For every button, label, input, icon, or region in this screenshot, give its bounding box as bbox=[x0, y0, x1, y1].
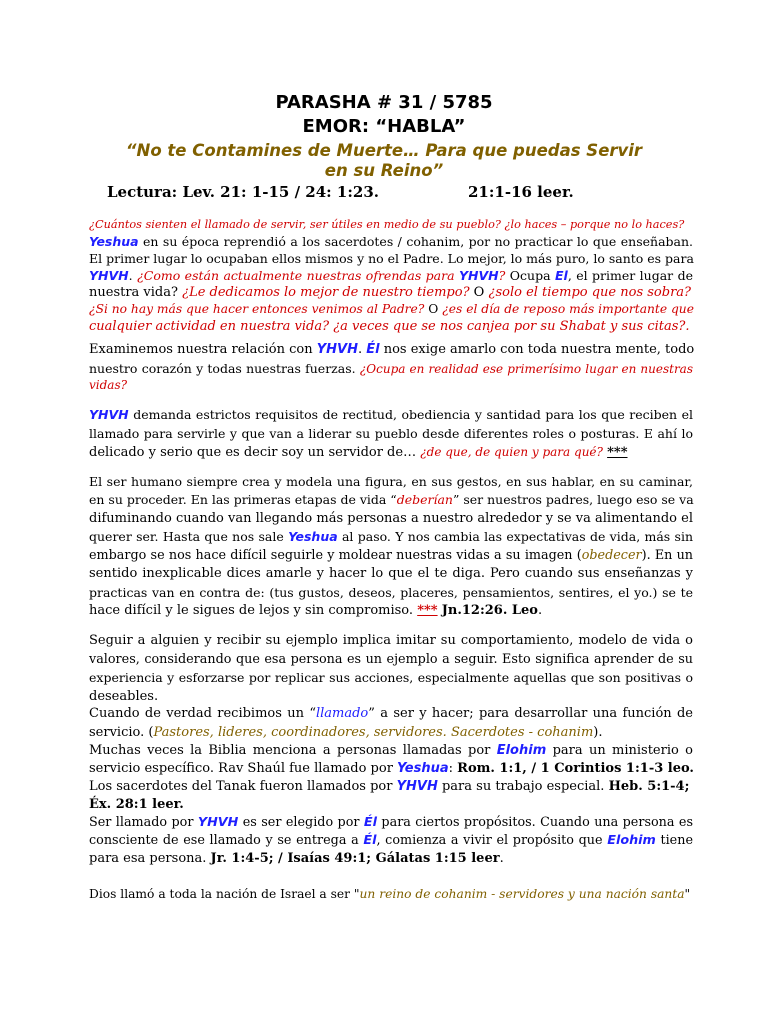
question-line: cualquier actividad en nuestra vida? ¿a veces que se nos canjea por su Shabat y sus citas?. bbox=[89, 319, 690, 334]
question-line: ¿Cuántos sienten el llamado de servir, ser útiles en medio de su pueblo? ¿lo haces – porque no lo haces? bbox=[89, 218, 685, 231]
name-yhvh: YHVH bbox=[316, 342, 358, 357]
body-line: Seguir a alguien y recibir su ejemplo implica imitar su comportamiento, modelo de vida o bbox=[89, 633, 693, 648]
name-yhvh: YHVH bbox=[89, 407, 129, 422]
body-line: YHVH. ¿Como están actualmente nuestras ofrendas para YHVH? Ocupa El, el primer lugar de bbox=[89, 268, 693, 283]
body-line: El primer lugar lo ocupaban ellos mismos y no el Padre. Lo mejor, lo más puro, lo santo es para bbox=[89, 251, 694, 266]
page-title-parasha-name: EMOR: “HABLA” bbox=[302, 116, 466, 137]
body-line: Muchas veces la Biblia menciona a personas llamadas por Elohim para un ministerio o bbox=[89, 743, 693, 758]
body-line: nuestra vida? ¿Le dedicamos lo mejor de nuestro tiempo? O ¿solo el tiempo que nos sobra? bbox=[89, 285, 692, 300]
body-line: ¿Si no hay más que hacer entonces venimos al Padre? O ¿es el día de reposo más importante que bbox=[89, 302, 694, 316]
stars-marker: *** bbox=[607, 445, 628, 460]
body-line: sentido inexplicable dices amarle y hacer lo que el te diga. Pero cuando sus enseñanzas y bbox=[89, 566, 693, 581]
body-line: hace difícil y le sigues de lejos y sin compromiso. *** Jn.12:26. Leo. bbox=[89, 603, 543, 618]
name-yeshua: Yeshua bbox=[89, 234, 139, 249]
body-line: Cuando de verdad recibimos un “llamado” a ser y hacer; para desarrollar una función de bbox=[89, 706, 693, 721]
body-line: valores, considerando que esa persona es un ejemplo a seguir. Esto significa aprender de su bbox=[89, 652, 693, 667]
body-line: El ser humano siempre crea y modela una figura, en sus gestos, en sus hablar, en su caminar, bbox=[89, 474, 693, 489]
name-el: Él bbox=[366, 342, 380, 357]
name-yeshua: Yeshua bbox=[397, 761, 449, 776]
body-line: para esa persona. Jr. 1:4-5; / Isaías 49:1; Gálatas 1:15 leer. bbox=[89, 851, 504, 866]
body-line: llamado para servirle y que van a liderar su pueblo desde diferentes roles o posturas. E ahí lo bbox=[89, 426, 693, 441]
body-line: querer ser. Hasta que nos sale Yeshua al paso. Y nos cambia las expectativas de vida, más sin bbox=[89, 529, 693, 544]
name-el: Él bbox=[363, 833, 377, 848]
body-line: Yeshua en su época reprendió a los sacerdotes / cohanim, por no practicar lo que enseñaban. bbox=[89, 234, 693, 249]
body-line: experiencia y esforzarse por replicar sus acciones, especialmente aquellas que son positivas o bbox=[89, 670, 693, 685]
subtitle-quote-line-2: en su Reino” bbox=[324, 161, 444, 180]
body-line: YHVH demanda estrictos requisitos de rectitud, obediencia y santidad para los que reciben el bbox=[89, 407, 693, 422]
body-line: embargo se nos hace difícil seguirle y moldear nuestras vidas a su imagen (obedecer). En un bbox=[89, 548, 693, 563]
question-line: vidas? bbox=[89, 378, 128, 392]
body-line: consciente de ese llamado y se entrega a Él, comienza a vivir el propósito que Elohim tiene bbox=[89, 833, 693, 848]
reading-reference: Lectura: Lev. 21: 1-15 / 24: 1:23. bbox=[107, 183, 379, 201]
body-line: servicio. (Pastores, lideres, coordinadores, servidores. Sacerdotes - cohanim). bbox=[89, 725, 603, 740]
name-el: Él bbox=[363, 815, 377, 830]
body-line: Ser llamado por YHVH es ser elegido por Él para ciertos propósitos. Cuando una persona es bbox=[89, 815, 693, 830]
body-line: difuminando cuando van llegando más personas a nuestro alrededor y se va alimentando el bbox=[89, 511, 693, 526]
body-line: Éx. 28:1 leer. bbox=[89, 797, 184, 812]
subtitle-quote-line-1: “No te Contamines de Muerte… Para que puedas Servir bbox=[125, 141, 643, 160]
name-el: El bbox=[554, 268, 568, 283]
name-yhvh: YHVH bbox=[459, 268, 499, 283]
body-line: en su proceder. En las primeras etapas de vida “deberían” ser nuestros padres, luego eso se va bbox=[89, 492, 694, 507]
reading-reference-extra: 21:1-16 leer. bbox=[468, 183, 574, 201]
body-line: Examinemos nuestra relación con YHVH. Él nos exige amarlo con toda nuestra mente, todo bbox=[89, 342, 695, 357]
body-line: Los sacerdotes del Tanak fueron llamados por YHVH para su trabajo especial. Heb. 5:1-4; bbox=[89, 779, 690, 794]
page-title: PARASHA # 31 / 5785 bbox=[275, 92, 493, 113]
body-line: delicado y serio que es decir soy un servidor de… ¿de que, de quien y para qué? *** bbox=[89, 445, 628, 460]
name-yhvh: YHVH bbox=[89, 268, 129, 283]
body-line: deseables. bbox=[89, 689, 159, 704]
body-line: servicio específico. Rav Shaúl fue llamado por Yeshua: Rom. 1:1, / 1 Corintios 1:1-3 leo. bbox=[89, 761, 694, 776]
body-line: nuestro corazón y todas nuestras fuerzas. ¿Ocupa en realidad ese primerísimo lugar en nuestras bbox=[89, 361, 693, 376]
body-line: Dios llamó a toda la nación de Israel a ser "un reino de cohanim - servidores y una nación santa" bbox=[89, 887, 691, 901]
name-elohim: Elohim bbox=[607, 833, 656, 848]
name-yhvh: YHVH bbox=[197, 815, 239, 830]
body-line: practicas van en contra de: (tus gustos, deseos, placeres, pensamientos, sentires, el yo.) se te bbox=[89, 585, 693, 600]
name-elohim: Elohim bbox=[496, 743, 547, 758]
name-yhvh: YHVH bbox=[396, 779, 438, 794]
stars-marker: *** bbox=[417, 603, 438, 618]
name-yeshua: Yeshua bbox=[288, 529, 338, 544]
